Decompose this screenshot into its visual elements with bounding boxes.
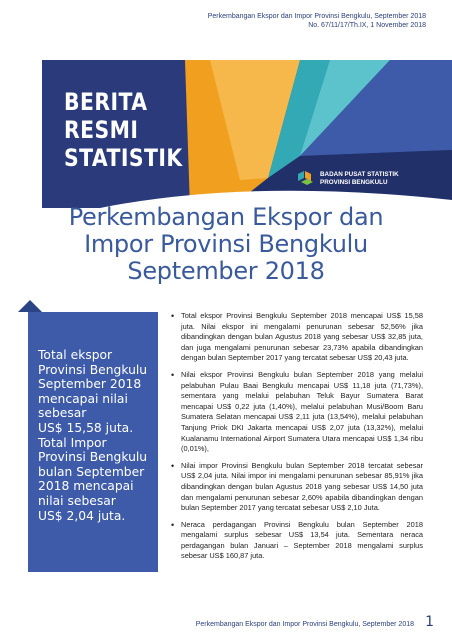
banner-title-line-3: STATISTIK <box>64 144 183 172</box>
bps-logo <box>296 170 399 188</box>
bullet-list <box>170 311 423 562</box>
highlight-line: September 2018 <box>38 377 142 392</box>
highlight-line: Provinsi Bengkulu <box>38 362 148 377</box>
bullet-item-import-total: • Nilai impor Provinsi Bengkulu bulan September 2018 tercatat sebesar US$ 2,04 juta. Nilai impor ini mengalami penurunan sebesar 85,91% jika dibandingkan dengan bulan Agustus 2018 yang sebesar US$ 14,50 juta dan mengalami penurunan sebesar 2,60% apabila dibandingkan dengan bulan September 2017 yang tercatat sebesar US$ 2,10 Juta. <box>181 461 423 514</box>
banner-title-line-1: BERITA <box>64 88 148 116</box>
bullet-item-export-total: • Total ekspor Provinsi Bengkulu September 2018 mencapai US$ 15,58 juta. Nilai ekspor ini mengalami penurunan sebesar 52,56% jika dibandingkan dengan bulan Agustus 2018 yang sebesar US$ 32,85 juta, dan juga mengalami penurunan sebesar 23,73% apabila dibandingkan dengan bulan September 2017 yang tercatat sebesar US$ 20,43 juta. <box>181 311 423 364</box>
page-title-line-1: Perkembangan Ekspor dan <box>68 203 384 231</box>
bps-logo-icon <box>296 170 316 188</box>
banner-title <box>64 88 183 172</box>
bullet-item-export-ports: • Nilai ekspor Provinsi Bengkulu bulan September 2018 yang melalui pelabuhan Pulau Baai Bengkulu mencapai US$ 11,18 juta (71,73%), sementara yang melalui pelabuhan Teluk Bayur Sumatera Barat mencapai US$ 0,22 juta (1,40%), melalui pelabuhan Musi/Boom Baru Sumatera Selatan mencapai US$ 2,11 juta (13,54%), melalui pelabuhan Tanjung Priok DKI Jakarta mencapai US$ 2,07 juta (13,32%), melalui Kualanamu International Airport Sumatera Utara mencapai US$ 1,34 ribu (0,01%), <box>181 370 423 455</box>
highlight-line: US$ 2,04 juta. <box>38 508 126 523</box>
page-title-line-3: September 2018 <box>127 257 325 285</box>
bps-logo-text <box>320 171 399 187</box>
highlight-line: mencapai nilai <box>38 391 128 406</box>
bullet-item-trade-balance: • Neraca perdagangan Provinsi Bengkulu bulan September 2018 mengalami surplus sebesar US$ 13,54 juta. Sementara neraca perdagangan bulan Januari – September 2018 mengalami surplus sebesar US$ 160,87 juta. <box>181 520 423 562</box>
highlight-text <box>38 348 158 523</box>
header-number-date: No. 67/11/17/Th.IX, 1 November 2018 <box>308 22 426 29</box>
document-header <box>208 12 426 30</box>
highlight-line: US$ 15,58 juta. <box>38 420 134 435</box>
page-number: 1 <box>425 614 434 630</box>
page-title <box>0 204 452 285</box>
highlight-line: 2018 mencapai <box>38 479 134 494</box>
page-title-line-2: Impor Provinsi Bengkulu <box>84 230 368 258</box>
bullet-content <box>170 311 423 568</box>
highlight-line: Provinsi Bengkulu <box>38 450 148 465</box>
banner-title-line-2: RESMI <box>64 116 139 144</box>
bps-logo-line-1: BADAN PUSAT STATISTIK <box>320 171 399 178</box>
highlight-line: bulan September <box>38 464 145 479</box>
header-title: Perkembangan Ekspor dan Impor Provinsi Bengkulu, September 2018 <box>207 13 426 20</box>
highlight-line: nilai sebesar <box>38 493 116 508</box>
page-footer: Perkembangan Ekspor dan Impor Provinsi Bengkulu, September 2018 <box>195 621 414 628</box>
sidebar-fold <box>18 300 42 312</box>
highlight-line: sebesar <box>38 406 87 421</box>
highlight-line: Total Impor <box>38 435 107 450</box>
bps-logo-line-2: PROVINSI BENGKULU <box>320 179 388 186</box>
highlight-line: Total ekspor <box>38 348 113 362</box>
